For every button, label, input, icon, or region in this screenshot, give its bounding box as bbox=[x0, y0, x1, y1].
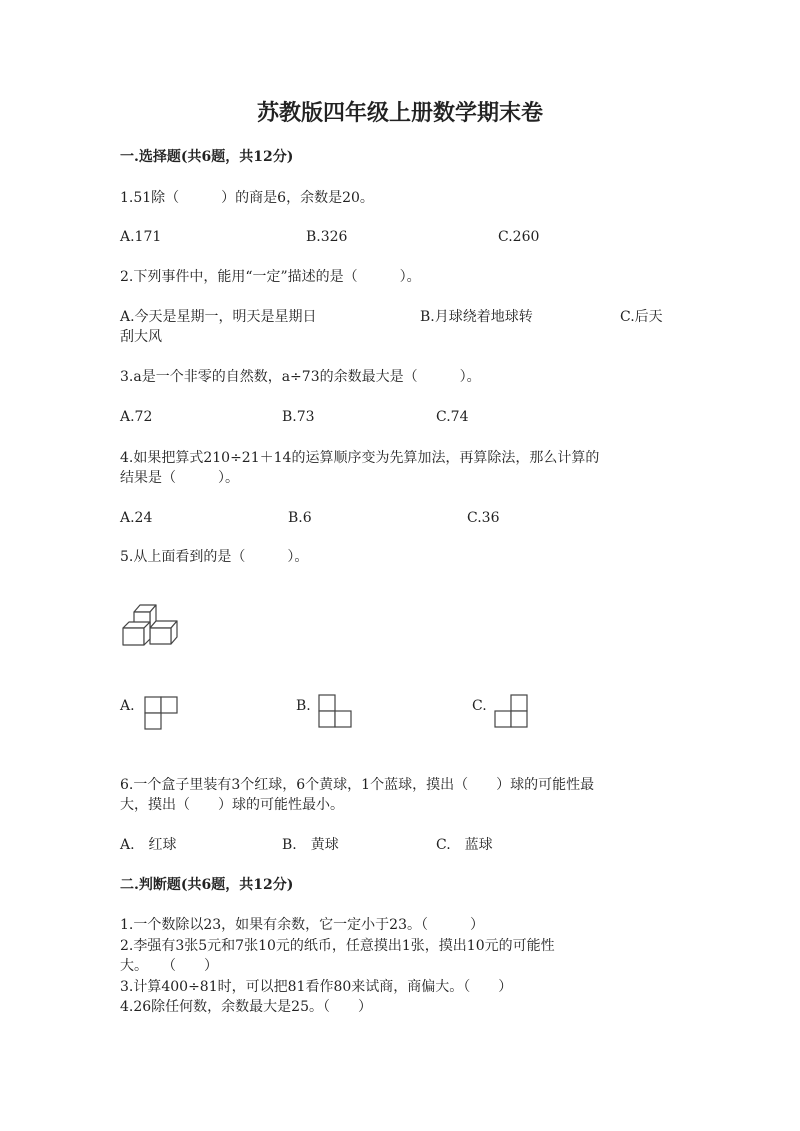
option-b-top-view-figure bbox=[318, 694, 352, 728]
question-2-option-c-continued: 刮大风 bbox=[120, 329, 162, 345]
section-heading-judgment: 二.判断题(共6题，共12分) bbox=[120, 877, 294, 893]
judgment-item-4: 4.26除任何数，余数最大是25。（ ） bbox=[120, 999, 372, 1015]
question-3-option-c[interactable]: C.74 bbox=[436, 409, 469, 425]
question-3-option-b[interactable]: B.73 bbox=[282, 409, 315, 425]
question-2-text: 2.下列事件中，能用“一定”描述的是（ ）。 bbox=[120, 269, 421, 285]
question-4-text-line-2: 结果是（ ）。 bbox=[120, 470, 239, 486]
question-6-text-line-1: 6.一个盒子里装有3个红球，6个黄球，1个蓝球，摸出（ ）球的可能性最 bbox=[120, 777, 595, 793]
option-c-top-view-figure bbox=[494, 694, 528, 728]
section-heading-choice: 一.选择题(共6题，共12分) bbox=[120, 149, 294, 165]
question-5-option-a[interactable]: A. bbox=[120, 698, 135, 714]
question-1-text: 1.51除（ ）的商是6，余数是20。 bbox=[120, 190, 374, 206]
question-5-option-b[interactable]: B. bbox=[296, 698, 311, 714]
question-2-option-a[interactable]: A.今天是星期一，明天是星期日 bbox=[120, 309, 317, 325]
question-4-option-a[interactable]: A.24 bbox=[120, 510, 153, 526]
page-title: 苏教版四年级上册数学期末卷 bbox=[256, 100, 543, 126]
question-4-option-c[interactable]: C.36 bbox=[467, 510, 500, 526]
question-2-option-b[interactable]: B.月球绕着地球转 bbox=[420, 309, 533, 325]
question-6-option-b[interactable]: B. 黄球 bbox=[282, 837, 339, 853]
question-6-text-line-2: 大，摸出（ ）球的可能性最小。 bbox=[120, 797, 344, 813]
question-5-text: 5.从上面看到的是（ ）。 bbox=[120, 549, 309, 565]
question-3-option-a[interactable]: A.72 bbox=[120, 409, 153, 425]
option-a-top-view-figure bbox=[144, 696, 178, 730]
question-1-option-b[interactable]: B.326 bbox=[306, 229, 348, 245]
question-5-option-c[interactable]: C. bbox=[472, 698, 487, 714]
question-1-option-c[interactable]: C.260 bbox=[498, 229, 540, 245]
question-2-option-c[interactable]: C.后天 bbox=[620, 309, 663, 325]
question-4-text-line-1: 4.如果把算式210÷21＋14的运算顺序变为先算加法，再算除法，那么计算的 bbox=[120, 450, 600, 466]
question-1-option-a[interactable]: A.171 bbox=[120, 229, 162, 245]
judgment-item-1: 1.一个数除以23，如果有余数，它一定小于23。（ ） bbox=[120, 917, 484, 933]
judgment-item-2-line-2: 大。 （ ） bbox=[120, 958, 218, 974]
question-6-option-a[interactable]: A. 红球 bbox=[120, 837, 177, 853]
cube-stack-figure bbox=[120, 600, 182, 650]
question-6-option-c[interactable]: C. 蓝球 bbox=[436, 837, 493, 853]
judgment-item-3: 3.计算400÷81时，可以把81看作80来试商，商偏大。（ ） bbox=[120, 979, 513, 995]
question-3-text: 3.a是一个非零的自然数，a÷73的余数最大是（ ）。 bbox=[120, 369, 481, 385]
judgment-item-2-line-1: 2.李强有3张5元和7张10元的纸币，任意摸出1张，摸出10元的可能性 bbox=[120, 938, 555, 954]
question-4-option-b[interactable]: B.6 bbox=[288, 510, 312, 526]
